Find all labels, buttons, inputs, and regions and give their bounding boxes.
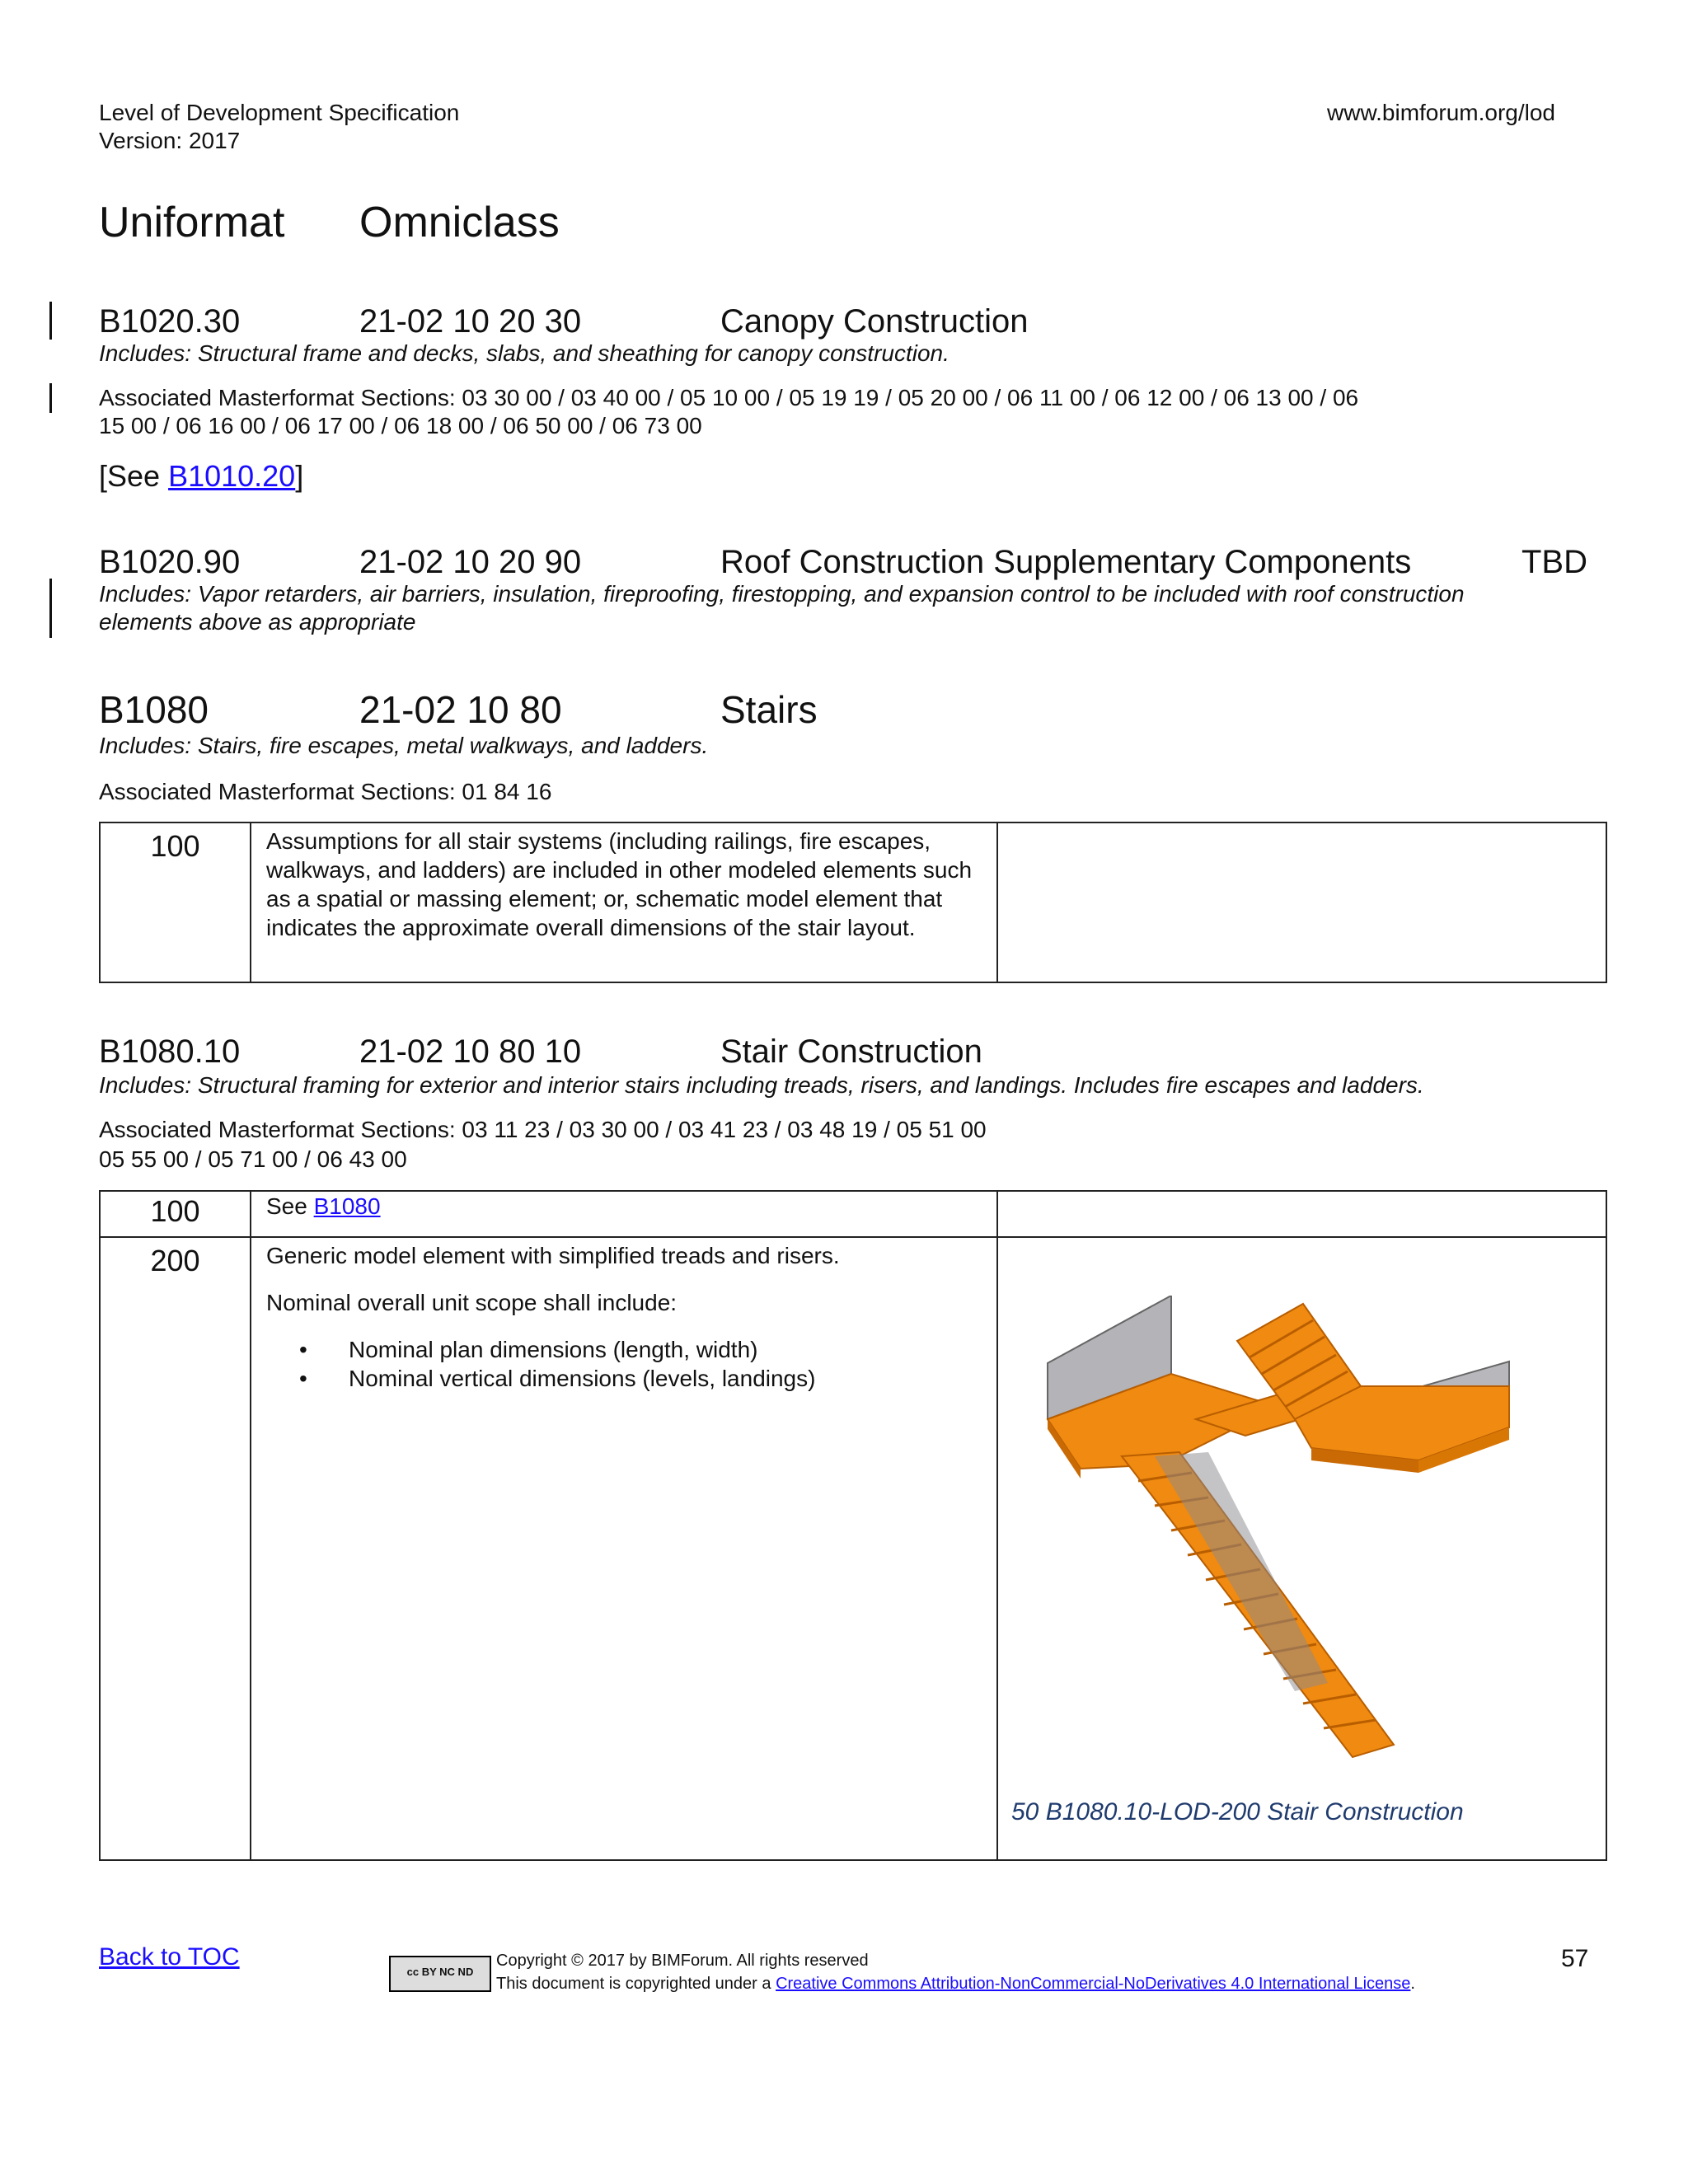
section-includes: Includes: Structural frame and decks, slabs, and sheathing for canopy construction. [99, 340, 950, 366]
table-row [100, 823, 1606, 982]
link-b1010-20[interactable]: B1010.20 [168, 459, 296, 493]
lod-description: Assumptions for all stair systems (including railings, fire escapes, walkways, and ladders) are included in other modeled elements such as a spatial or massing element; or, schematic model element that indicates the approximate overall dimensions of the stair layout. [251, 823, 997, 982]
cc-badge-text: cc BY NC ND [406, 1966, 474, 1978]
section-code: B1080 [99, 688, 209, 731]
list-item: • Nominal vertical dimensions (levels, landings) [299, 1366, 816, 1391]
table-row [100, 1191, 1606, 1237]
scope-list [266, 1335, 983, 1393]
section-code: B1020.30 [99, 303, 241, 340]
section-code: B1080.10 [99, 1033, 241, 1070]
lod-level: 100 [100, 823, 251, 982]
change-bar [49, 302, 52, 340]
section-code: B1020.90 [99, 544, 241, 580]
lod-figure-cell [997, 823, 1606, 982]
figure-caption: 50 B1080.10-LOD-200 Stair Construction [1011, 1798, 1464, 1825]
omniclass-heading: Omniclass [359, 199, 560, 246]
section-includes: Includes: Stairs, fire escapes, metal walkways, and ladders. [99, 733, 709, 758]
assoc-sections-line-1: Associated Masterformat Sections: 03 11 23 / 03 30 00 / 03 41 23 / 03 48 19 / 05 51 00 [99, 1117, 987, 1142]
table-row [100, 1237, 1606, 1860]
section-status-tbd: TBD [1522, 544, 1587, 580]
doc-version: Version: 2017 [99, 128, 241, 153]
change-bar [49, 579, 52, 638]
assoc-sections-line-1: Associated Masterformat Sections: 01 84 16 [99, 779, 552, 804]
cc-license-badge-icon [389, 1956, 491, 1992]
see-prefix: See [266, 1193, 314, 1219]
assoc-sections-line-1: Associated Masterformat Sections: 03 30 00 / 03 40 00 / 05 10 00 / 05 19 19 / 05 20 00 / 06 11 00 / 06 12 00 / 06 13 00 / 06 [99, 385, 1359, 410]
section-title: Stair Construction [720, 1033, 982, 1070]
section-title: Roof Construction Supplementary Components [720, 544, 1412, 580]
change-bar [49, 383, 52, 413]
doc-title: Level of Development Specification [99, 100, 460, 125]
back-to-toc-link[interactable]: Back to TOC [99, 1943, 240, 1971]
section-title: Canopy Construction [720, 303, 1029, 340]
lod-level: 100 [100, 1191, 251, 1237]
list-item-text: Nominal vertical dimensions (levels, landings) [349, 1366, 816, 1391]
lod-figure-cell [997, 1191, 1606, 1237]
section-includes-line-1: Includes: Vapor retarders, air barriers, insulation, fireproofing, firestopping, and expansion control to be included with roof construction [99, 581, 1465, 607]
assoc-sections-line-2: 05 55 00 / 05 71 00 / 06 43 00 [99, 1146, 407, 1172]
list-item-text: Nominal plan dimensions (length, width) [349, 1337, 758, 1362]
site-url: www.bimforum.org/lod [1327, 100, 1555, 125]
section-omniclass: 21-02 10 80 10 [359, 1033, 582, 1070]
see-prefix: [See [99, 459, 169, 493]
lod-text-1: Generic model element with simplified treads and risers. [266, 1243, 840, 1268]
license-prefix: This document is copyrighted under a [496, 1975, 776, 1993]
lod-level: 200 [100, 1237, 251, 1860]
section-includes-line-2: elements above as appropriate [99, 609, 416, 635]
see-reference [99, 458, 303, 494]
lod-description [251, 1237, 997, 1860]
list-item: • Nominal plan dimensions (length, width) [299, 1337, 758, 1362]
license-suffix: . [1410, 1975, 1415, 1993]
section-omniclass: 21-02 10 20 30 [359, 303, 582, 340]
license-text [496, 1973, 1415, 1994]
stair-model-figure [1031, 1296, 1542, 1774]
link-b1080[interactable]: B1080 [313, 1193, 381, 1219]
section-omniclass: 21-02 10 80 [359, 688, 562, 731]
uniformat-heading: Uniformat [99, 199, 285, 246]
assoc-sections-line-2: 15 00 / 06 16 00 / 06 17 00 / 06 18 00 / 06 50 00 / 06 73 00 [99, 413, 702, 438]
section-omniclass: 21-02 10 20 90 [359, 544, 582, 580]
lod-figure-cell [997, 1237, 1606, 1860]
lod-text-2: Nominal overall unit scope shall include: [266, 1290, 678, 1315]
grey-wall [1155, 1452, 1328, 1691]
lod-table-b1080-10 [99, 1190, 1607, 1861]
section-title: Stairs [720, 688, 818, 731]
license-link[interactable]: Creative Commons Attribution-NonCommercial-NoDerivatives 4.0 International License [776, 1975, 1411, 1993]
see-suffix: ] [295, 459, 304, 493]
lod-description [251, 1191, 997, 1237]
copyright-text: Copyright © 2017 by BIMForum. All rights reserved [496, 1952, 869, 1970]
section-includes: Includes: Structural framing for exterior and interior stairs including treads, risers, and landings. Includes fire escapes and ladders. [99, 1072, 1424, 1098]
page-number: 57 [1561, 1945, 1589, 1972]
lod-table-b1080 [99, 822, 1607, 983]
